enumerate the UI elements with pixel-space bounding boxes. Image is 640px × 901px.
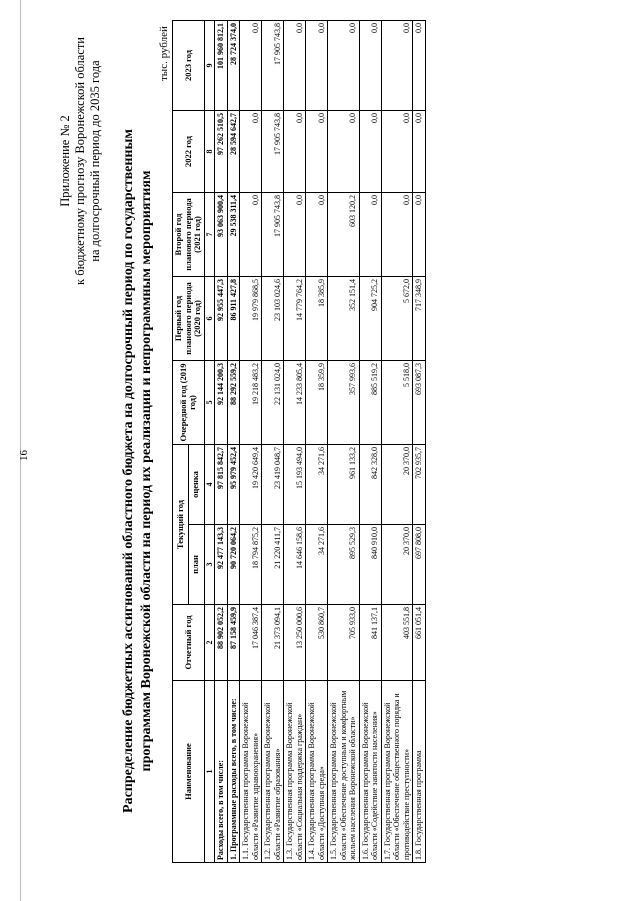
- cell-value: 352 151,4: [328, 276, 360, 360]
- cell-value: 97 815 842,7: [215, 444, 228, 524]
- table-row: [262, 20, 284, 862]
- appendix-header: [58, 11, 103, 311]
- cell-value: 697 808,0: [413, 525, 426, 605]
- cell-value: 0,0: [240, 20, 262, 110]
- cell-value: 0,0: [359, 192, 381, 276]
- cell-value: 0,0: [240, 192, 262, 276]
- header-plan: план: [188, 525, 204, 605]
- column-index-row: [204, 20, 215, 862]
- cell-value: 14 779 764,2: [284, 276, 306, 360]
- column-index: 5: [204, 360, 215, 444]
- header-2022: 2022 год: [173, 110, 205, 192]
- table-row: [381, 20, 413, 862]
- cell-value: 885 519,2: [359, 360, 381, 444]
- cell-value: 20 370,0: [381, 525, 413, 605]
- cell-value: 28 594 642,7: [227, 110, 240, 192]
- cell-value: 13 250 000,6: [284, 605, 306, 681]
- cell-value: 17 905 743,8: [262, 20, 284, 110]
- cell-value: 92 144 200,3: [215, 360, 228, 444]
- header-second-plan-year: Второй год планового периода (2021 год): [173, 192, 205, 276]
- cell-value: 17 046 387,4: [240, 605, 262, 681]
- cell-value: 86 911 427,8: [227, 276, 240, 360]
- cell-value: 0,0: [240, 110, 262, 192]
- cell-value: 0,0: [284, 20, 306, 110]
- cell-value: 717 348,9: [413, 276, 426, 360]
- cell-value: 93 063 900,4: [215, 192, 228, 276]
- table-row: [359, 20, 381, 862]
- cell-value: 0,0: [306, 20, 328, 110]
- cell-value: 17 905 743,8: [262, 110, 284, 192]
- column-index: 7: [204, 192, 215, 276]
- appendix-line-3: на долгосрочный период до 2035 года: [88, 60, 102, 262]
- cell-value: 0,0: [381, 20, 413, 110]
- cell-value: 15 193 494,0: [284, 444, 306, 524]
- cell-value: 603 120,2: [328, 192, 360, 276]
- row-name: 1.8. Государственная программа: [413, 681, 426, 863]
- cell-value: 0,0: [328, 20, 360, 110]
- cell-value: 88 292 559,2: [227, 360, 240, 444]
- cell-value: 22 131 024,0: [262, 360, 284, 444]
- cell-value: 702 935,7: [413, 444, 426, 524]
- row-name: 1.3. Государственная программа Воронежской области «Социальная поддержка граждан»: [284, 681, 306, 863]
- cell-value: 28 724 374,0: [227, 20, 240, 110]
- cell-value: 0,0: [284, 192, 306, 276]
- header-current-year: Текущий год: [173, 444, 189, 604]
- cell-value: 0,0: [306, 110, 328, 192]
- cell-value: 895 529,3: [328, 525, 360, 605]
- row-name: 1.2. Государственная программа Воронежской области «Развитие образования»: [262, 681, 284, 863]
- cell-value: 95 979 452,4: [227, 444, 240, 524]
- table-row: [306, 20, 328, 862]
- cell-value: 357 993,6: [328, 360, 360, 444]
- cell-value: 961 133,2: [328, 444, 360, 524]
- header-name: Наименование: [173, 681, 205, 863]
- cell-value: 18 385,9: [306, 276, 328, 360]
- cell-value: 20 370,0: [381, 444, 413, 524]
- table-row: [240, 20, 262, 862]
- title-line-2: программам Воронежской области на период их реализации и непрограммным мероприятиям: [139, 170, 154, 772]
- cell-value: 90 720 064,2: [227, 525, 240, 605]
- cell-value: 92 955 447,3: [215, 276, 228, 360]
- cell-value: 88 902 052,2: [215, 605, 228, 681]
- cell-value: 0,0: [413, 110, 426, 192]
- cell-value: 34 271,6: [306, 525, 328, 605]
- row-name: 1.4. Государственная программа Воронежской области «Доступная среда»: [306, 681, 328, 863]
- units-label: тыс. рублей: [158, 26, 170, 81]
- cell-value: 0,0: [306, 192, 328, 276]
- cell-value: 18 794 875,2: [240, 525, 262, 605]
- page-number: 16: [18, 450, 30, 461]
- cell-value: 19 420 649,4: [240, 444, 262, 524]
- cell-value: 840 910,0: [359, 525, 381, 605]
- column-index: 1: [204, 681, 215, 863]
- cell-value: 693 087,3: [413, 360, 426, 444]
- column-index: 6: [204, 276, 215, 360]
- budget-table: [172, 20, 426, 863]
- cell-value: 530 860,7: [306, 605, 328, 681]
- header-next-year: Очередной год (2019 год): [173, 360, 205, 444]
- column-index: 8: [204, 110, 215, 192]
- cell-value: 29 538 311,4: [227, 192, 240, 276]
- cell-value: 21 220 411,7: [262, 525, 284, 605]
- cell-value: 0,0: [381, 110, 413, 192]
- cell-value: 0,0: [359, 20, 381, 110]
- header-estimate: оценка: [188, 444, 204, 524]
- cell-value: 661 051,4: [413, 605, 426, 681]
- title-line-1: Распределение бюджетных ассигнований областного бюджета на долгосрочный период по государственным: [121, 129, 136, 813]
- header-2023: 2023 год: [173, 20, 205, 110]
- cell-value: 841 137,1: [359, 605, 381, 681]
- cell-value: 21 373 094,1: [262, 605, 284, 681]
- column-index: 3: [204, 525, 215, 605]
- cell-value: 87 158 459,9: [227, 605, 240, 681]
- cell-value: 403 551,8: [381, 605, 413, 681]
- row-name: 1.7. Государственная программа Воронежской области «Обеспечение общественного порядка и противодействие преступности»: [381, 681, 413, 863]
- row-name: 1.5. Государственная программа Воронежской области «Обеспечение доступным и комфортным жильем населения Воронежской области»: [328, 681, 360, 863]
- cell-value: 0,0: [359, 110, 381, 192]
- cell-value: 14 233 805,4: [284, 360, 306, 444]
- table-row-programs: [227, 20, 240, 862]
- cell-value: 705 933,0: [328, 605, 360, 681]
- header-reported-year: Отчетный год: [173, 605, 205, 681]
- cell-value: 17 905 743,8: [262, 192, 284, 276]
- appendix-line-1: Приложение № 2: [58, 115, 72, 207]
- table-row: [284, 20, 306, 862]
- cell-value: 92 477 143,3: [215, 525, 228, 605]
- column-index: 4: [204, 444, 215, 524]
- cell-value: 5 672,0: [381, 276, 413, 360]
- cell-value: 14 646 158,6: [284, 525, 306, 605]
- table-row: [328, 20, 360, 862]
- row-name: Расходы всего, в том числе:: [215, 681, 228, 863]
- header-first-plan-year: Первый год планового периода (2020 год): [173, 276, 205, 360]
- row-name: 1.6. Государственная программа Воронежской области «Содействие занятости населения»: [359, 681, 381, 863]
- cell-value: 19 979 868,5: [240, 276, 262, 360]
- table-row-total: [215, 20, 228, 862]
- cell-value: 18 359,9: [306, 360, 328, 444]
- cell-value: 97 262 510,5: [215, 110, 228, 192]
- cell-value: 0,0: [284, 110, 306, 192]
- row-name: 1. Программные расходы всего, в том числе:: [227, 681, 240, 863]
- cell-value: 23 103 024,6: [262, 276, 284, 360]
- cell-value: 842 328,0: [359, 444, 381, 524]
- cell-value: 904 725,2: [359, 276, 381, 360]
- cell-value: 0,0: [413, 20, 426, 110]
- column-index: 2: [204, 605, 215, 681]
- cell-value: 0,0: [381, 192, 413, 276]
- cell-value: 101 960 812,1: [215, 20, 228, 110]
- cell-value: 5 518,0: [381, 360, 413, 444]
- cell-value: 0,0: [328, 110, 360, 192]
- row-name: 1.1. Государственная программа Воронежской области «Развитие здравоохранения»: [240, 681, 262, 863]
- appendix-line-2: к бюджетному прогнозу Воронежской области: [73, 37, 87, 285]
- cell-value: 19 218 483,2: [240, 360, 262, 444]
- column-index: 9: [204, 20, 215, 110]
- cell-value: 23 419 048,7: [262, 444, 284, 524]
- cell-value: 0,0: [413, 192, 426, 276]
- document-title: [120, 101, 156, 841]
- table-row: [413, 20, 426, 862]
- cell-value: 34 271,6: [306, 444, 328, 524]
